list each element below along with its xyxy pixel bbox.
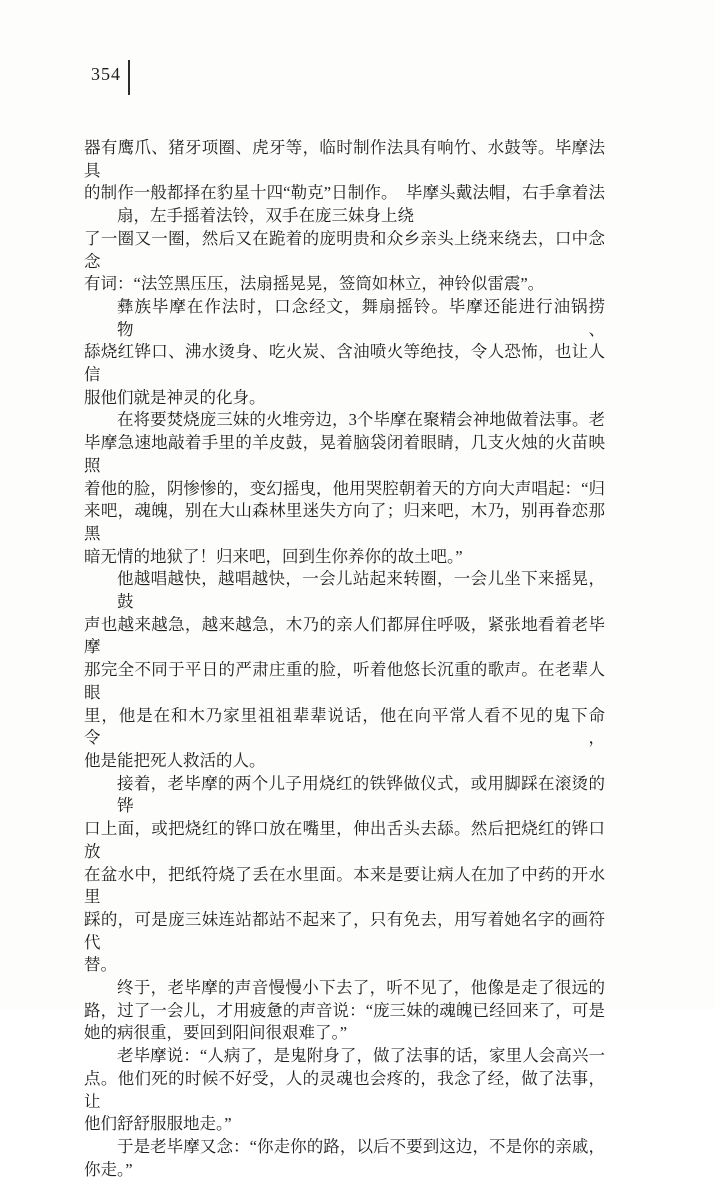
text-line: 路，过了一会儿，才用疲惫的声音说：“庞三妹的魂魄已经回来了，可是 — [84, 1000, 605, 1020]
page-number: 354 — [91, 64, 121, 84]
page-text — [84, 137, 605, 1181]
text-line: 口上面，或把烧红的铧口放在嘴里，伸出舌头去舔。然后把烧红的铧口放 — [84, 819, 605, 861]
text-line: 暗无情的地狱了！归来吧，回到生你养你的故土吧。” — [84, 546, 463, 566]
text-line: 在盆水中，把纸符烧了丢在水里面。本来是要让病人在加了中药的开水里 — [84, 864, 605, 907]
text-line: 你走。” — [84, 1159, 133, 1179]
text-line: 器有鹰爪、猪牙项圈、虎牙等，临时制作法具有响竹、水鼓等。毕摩法具 — [84, 138, 605, 180]
text-line: 服他们就是神灵的化身。 — [84, 387, 266, 407]
text-line: 她的病很重，要回到阳间很艰难了。” — [84, 1023, 348, 1043]
text-line: 老毕摩说：“人病了，是鬼附身了，做了法事的话，家里人会高兴一 — [117, 1046, 605, 1066]
text-line: 来吧，魂魄，别在大山森林里迷失方向了；归来吧，木乃，别再眷恋那黑 — [84, 501, 605, 543]
text-line: 彝族毕摩在作法时，口念经文，舞扇摇铃。毕摩还能进行油锅捞物、 — [117, 296, 605, 339]
text-line: 扇，左手摇着法铃，双手在庞三妹身上绕 — [117, 206, 414, 226]
text-line: 在将要焚烧庞三妹的火堆旁边，3个毕摩在聚精会神地做着法事。老 — [117, 410, 605, 430]
text-line: 里，他是在和木乃家里祖祖辈辈说话，他在向平常人看不见的鬼下命令， — [84, 705, 605, 748]
text-line: 的制作一般都择在豹星十四“勒克”日制作。 毕摩头戴法帽，右手拿着法 — [84, 183, 605, 203]
text-line: 他越唱越快，越唱越快，一会儿站起来转圈，一会儿坐下来摇晃，鼓 — [117, 569, 605, 612]
text-line: 声也越来越急，越来越急，木乃的亲人们都屏住呼吸，紧张地看着老毕摩 — [84, 614, 605, 657]
text-line: 替。 — [84, 955, 117, 975]
text-line: 踩的，可是庞三妹连站都站不起来了，只有免去，用写着她名字的画符代 — [84, 909, 605, 952]
text-line: 于是老毕摩又念：“你走你的路，以后不要到这边，不是你的亲戚， — [117, 1136, 605, 1156]
text-line: 点。他们死的时候不好受，人的灵魂也会疼的，我念了经，做了法事，让 — [84, 1068, 605, 1111]
text-line: 那完全不同于平日的严肃庄重的脸，听着他悠长沉重的歌声。在老辈人眼 — [84, 660, 605, 702]
text-line: 了一圈又一圈，然后又在跪着的庞明贵和众乡亲头上绕来绕去，口中念念 — [84, 228, 605, 271]
text-line: 他是能把死人救活的人。 — [84, 750, 266, 770]
text-line: 终于，老毕摩的声音慢慢小下去了，听不见了，他像是走了很远的 — [117, 978, 605, 998]
text-line: 接着，老毕摩的两个儿子用烧红的铁铧做仪式，或用脚踩在滚烫的铧 — [117, 773, 605, 816]
text-line: 毕摩急速地敲着手里的羊皮鼓，晃着脑袋闭着眼睛，几支火烛的火苗映照 — [84, 433, 605, 475]
page-number-divider — [128, 60, 130, 95]
text-line: 舔烧红铧口、沸水烫身、吃火炭、含油喷火等绝技，令人恐怖，也让人信 — [84, 342, 605, 385]
text-line: 有词：“法笠黑压压，法扇摇晃晃，签筒如林立，神铃似雷震”。 — [84, 274, 545, 294]
text-line: 他们舒舒服服地走。” — [84, 1114, 232, 1134]
text-line: 着他的脸，阴惨惨的，变幻摇曳，他用哭腔朝着天的方向大声唱起：“归 — [84, 478, 605, 498]
